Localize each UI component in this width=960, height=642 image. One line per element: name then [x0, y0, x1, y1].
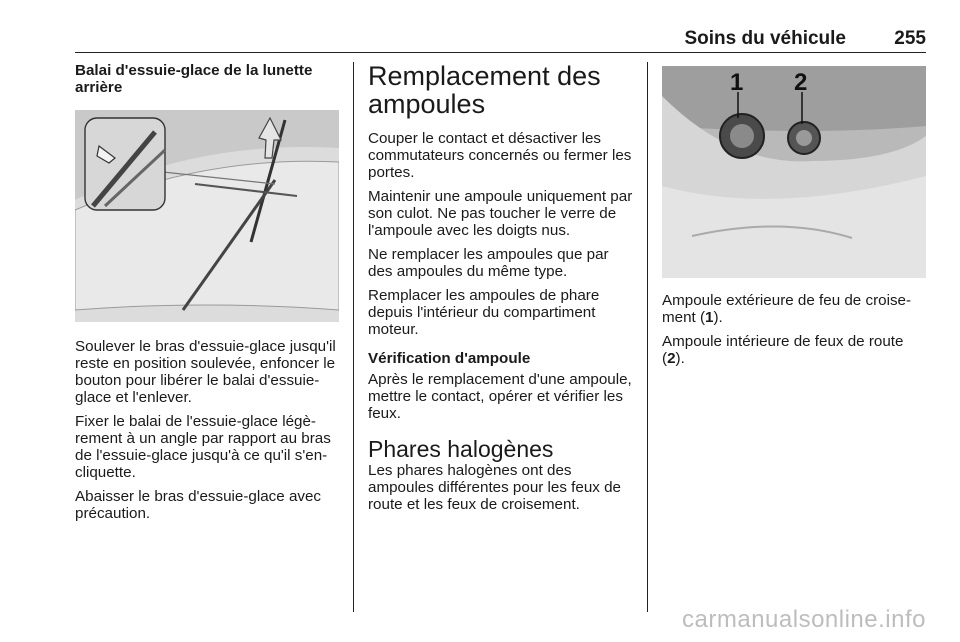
bulb-paragraph: Ne remplacer les ampoules que par des ampoules du même type. [368, 246, 609, 280]
figure-label-1: 1 [730, 69, 744, 96]
column-divider [353, 62, 354, 612]
watermark: carmanualsonline.info [682, 606, 926, 633]
page-header [75, 26, 926, 53]
rear-wiper-illustration [75, 110, 339, 322]
wiper-heading: Balai d'essuie-glace de la lunette arrière [75, 62, 313, 96]
wiper-paragraph: Soulever le bras d'essuie-glace jusqu'il reste en position soulevée, enfoncer le bouton pour libérer le balai d'essuie-glace et l'enlever. [75, 338, 336, 406]
column-middle [368, 62, 636, 520]
halogen-title: Phares halogènes [368, 436, 554, 462]
headlamp-illustration [662, 66, 926, 278]
figure-label-2: 2 [794, 69, 808, 96]
headlamp-drawing [662, 66, 926, 278]
rear-wiper-drawing [75, 110, 339, 322]
caption-low-beam: Ampoule extérieure de feu de croise-ment (1). [662, 292, 912, 326]
page-number: 255 [894, 28, 926, 49]
wiper-paragraph: Fixer le balai de l'essuie-glace légè-rement à un angle par rapport au bras de l'essuie-glace jusqu'à ce qu'il s'en-cliquette. [75, 413, 331, 481]
column-right [662, 66, 926, 374]
column-divider [647, 62, 648, 612]
bulb-check-heading: Vérification d'ampoule [368, 350, 531, 367]
bulb-check-paragraph: Après le remplacement d'une ampoule, mettre le contact, opérer et vérifier les feux. [368, 371, 632, 422]
wiper-paragraph: Abaisser le bras d'essuie-glace avec précaution. [75, 488, 322, 522]
section-title: Soins du véhicule [684, 28, 846, 49]
bulb-paragraph: Maintenir une ampoule uniquement par son culot. Ne pas toucher le verre de l'ampoule avec les doigts nus. [368, 188, 633, 239]
column-left [75, 62, 340, 529]
bulb-paragraph: Remplacer les ampoules de phare depuis l'intérieur du compartiment moteur. [368, 287, 600, 338]
bulb-replacement-title: Remplacement des ampoules [368, 61, 601, 119]
halogen-paragraph: Les phares halogènes ont des ampoules différentes pour les feux de route et les feux de croisement. [368, 462, 622, 513]
caption-high-beam: Ampoule intérieure de feux de route (2). [662, 333, 904, 367]
bulb-paragraph: Couper le contact et désactiver les commutateurs concernés ou fermer les portes. [368, 130, 632, 181]
